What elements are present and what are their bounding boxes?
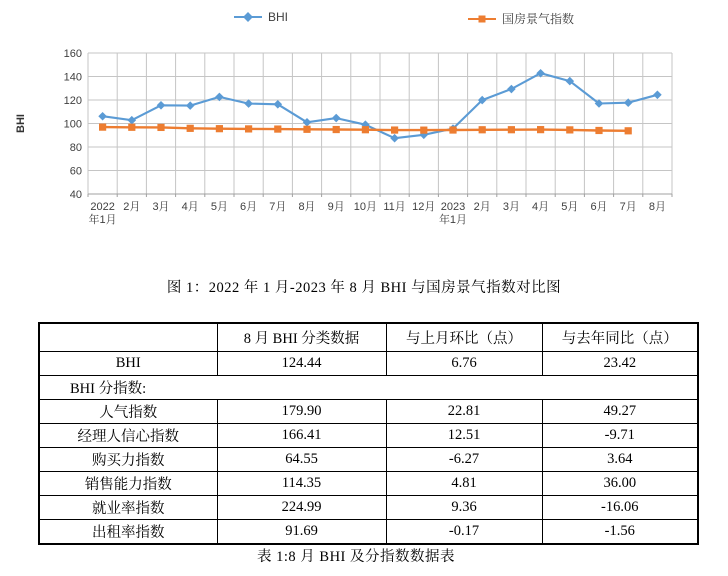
x-tick-label: 9月 (327, 201, 345, 213)
x-tick-label: 11月 (383, 201, 406, 213)
diamond-marker-icon (390, 134, 399, 143)
diamond-marker-icon (157, 101, 166, 110)
square-marker-icon (303, 126, 310, 133)
table-row (39, 472, 698, 496)
square-marker-icon (420, 127, 427, 134)
value-cell: -0.17 (386, 520, 542, 545)
table-row (39, 496, 698, 520)
value-cell: 4.81 (386, 472, 542, 496)
header-cell: 与去年同比（点） (542, 323, 698, 352)
square-marker-icon (537, 126, 544, 133)
value-cell: 224.99 (217, 496, 386, 520)
legend-label: BHI (268, 10, 289, 24)
row-label-cell: 销售能力指数 (39, 472, 217, 496)
header-cell-empty (39, 323, 217, 352)
square-marker-icon (595, 127, 602, 134)
value-cell: 49.27 (542, 400, 698, 424)
row-label-cell: 经理人信心指数 (39, 424, 217, 448)
y-tick-label: 140 (63, 71, 82, 84)
row-label-cell: 购买力指数 (39, 448, 217, 472)
diamond-marker-icon (653, 90, 662, 99)
x-tick-label: 5月 (561, 201, 579, 213)
table-row (39, 424, 698, 448)
square-marker-icon (479, 15, 486, 22)
x-tick-label: 8月 (648, 201, 666, 213)
square-marker-icon (508, 126, 515, 133)
value-cell: 114.35 (217, 472, 386, 496)
y-tick-label: 40 (69, 189, 82, 201)
value-cell: 166.41 (217, 424, 386, 448)
table-row (39, 520, 698, 545)
x-axis-labels (89, 200, 666, 226)
y-tick-label: 80 (69, 142, 82, 154)
x-tick-label: 2月 (123, 201, 141, 213)
square-marker-icon (479, 126, 486, 133)
x-tick-label: 8月 (298, 201, 316, 213)
x-tick-label: 6月 (590, 201, 608, 213)
value-cell: 22.81 (386, 400, 542, 424)
y-tick-label: 100 (63, 118, 82, 131)
x-tick-label: 12月 (412, 201, 436, 213)
section-label-cell: BHI 分指数: (39, 376, 698, 400)
chart-legend (0, 0, 728, 34)
x-tick-label: 5月 (210, 201, 228, 213)
x-tick-label: 4月 (181, 201, 199, 213)
x-tick-label: 3月 (502, 201, 520, 213)
value-cell: 36.00 (542, 472, 698, 496)
value-cell: -6.27 (386, 448, 542, 472)
y-tick-label: 120 (63, 95, 82, 107)
table-header-row (39, 323, 698, 352)
value-cell: 12.51 (386, 424, 542, 448)
square-marker-icon (566, 126, 573, 133)
x-tick-label: 4月 (532, 201, 550, 213)
value-cell: -9.71 (542, 424, 698, 448)
row-label-cell: 就业率指数 (39, 496, 217, 520)
diamond-marker-icon (507, 85, 516, 94)
table-row (39, 448, 698, 472)
diamond-marker-icon (243, 12, 253, 22)
x-tick-label: 2月 (473, 201, 491, 213)
square-marker-icon (449, 126, 456, 133)
value-cell: 6.76 (386, 352, 542, 376)
figure-caption: 图 1：2022 年 1 月-2023 年 8 月 BHI 与国房景气指数对比图 (166, 280, 562, 296)
square-marker-icon (333, 126, 340, 133)
square-marker-icon (362, 126, 369, 133)
square-marker-icon (245, 125, 252, 132)
table-caption: 表 1:8 月 BHI 及分指数数据表 (257, 549, 455, 565)
square-marker-icon (187, 125, 194, 132)
table-row (39, 400, 698, 424)
bhi-comparison-chart (0, 38, 728, 243)
x-tick-label: 7月 (269, 201, 287, 213)
x-tick-label: 7月 (619, 201, 637, 213)
header-cell: 8 月 BHI 分类数据 (217, 323, 386, 352)
legend-item-bhi (234, 10, 288, 24)
value-cell: 3.64 (542, 448, 698, 472)
value-cell: 64.55 (217, 448, 386, 472)
value-cell: 124.44 (217, 352, 386, 376)
x-tick-label: 6月 (240, 201, 258, 213)
square-marker-icon (216, 125, 223, 132)
y-axis-labels (64, 48, 82, 201)
table-row (39, 352, 698, 376)
legend-line-sample (468, 18, 496, 20)
diamond-marker-icon (332, 114, 341, 123)
square-marker-icon (99, 124, 106, 131)
diamond-marker-icon (244, 99, 253, 108)
legend-label: 国房景气指数 (502, 12, 575, 26)
legend-line-sample (234, 16, 262, 18)
row-label-cell: 出租率指数 (39, 520, 217, 545)
x-tick-label: 3月 (152, 201, 170, 213)
table-body (39, 352, 698, 545)
value-cell: 9.36 (386, 496, 542, 520)
value-cell: 91.69 (217, 520, 386, 545)
row-label-cell: 人气指数 (39, 400, 217, 424)
y-tick-label: 160 (63, 48, 82, 60)
x-tick-label: 10月 (353, 201, 378, 213)
value-cell: 179.90 (217, 400, 386, 424)
value-cell: 23.42 (542, 352, 698, 376)
bhi-data-table (38, 322, 699, 545)
square-marker-icon (274, 125, 281, 132)
x-tick-label: 2023 年1月 (438, 201, 468, 226)
y-tick-label: 60 (69, 165, 82, 178)
table-row (39, 376, 698, 400)
square-marker-icon (157, 124, 164, 131)
x-axis-ticks (88, 194, 672, 197)
value-cell: -16.06 (542, 496, 698, 520)
diamond-marker-icon (186, 101, 195, 110)
header-cell: 与上月环比（点） (386, 323, 542, 352)
y-axis-title: BHI (15, 114, 27, 133)
square-marker-icon (625, 127, 632, 134)
square-marker-icon (128, 124, 135, 131)
gridlines (88, 53, 672, 194)
x-tick-label: 2022 年1月 (88, 201, 117, 226)
square-marker-icon (391, 126, 398, 133)
legend-item-climate-index (468, 10, 574, 27)
value-cell: -1.56 (542, 520, 698, 545)
row-label-cell: BHI (39, 352, 217, 376)
diamond-marker-icon (98, 112, 107, 121)
table-header (39, 323, 698, 352)
